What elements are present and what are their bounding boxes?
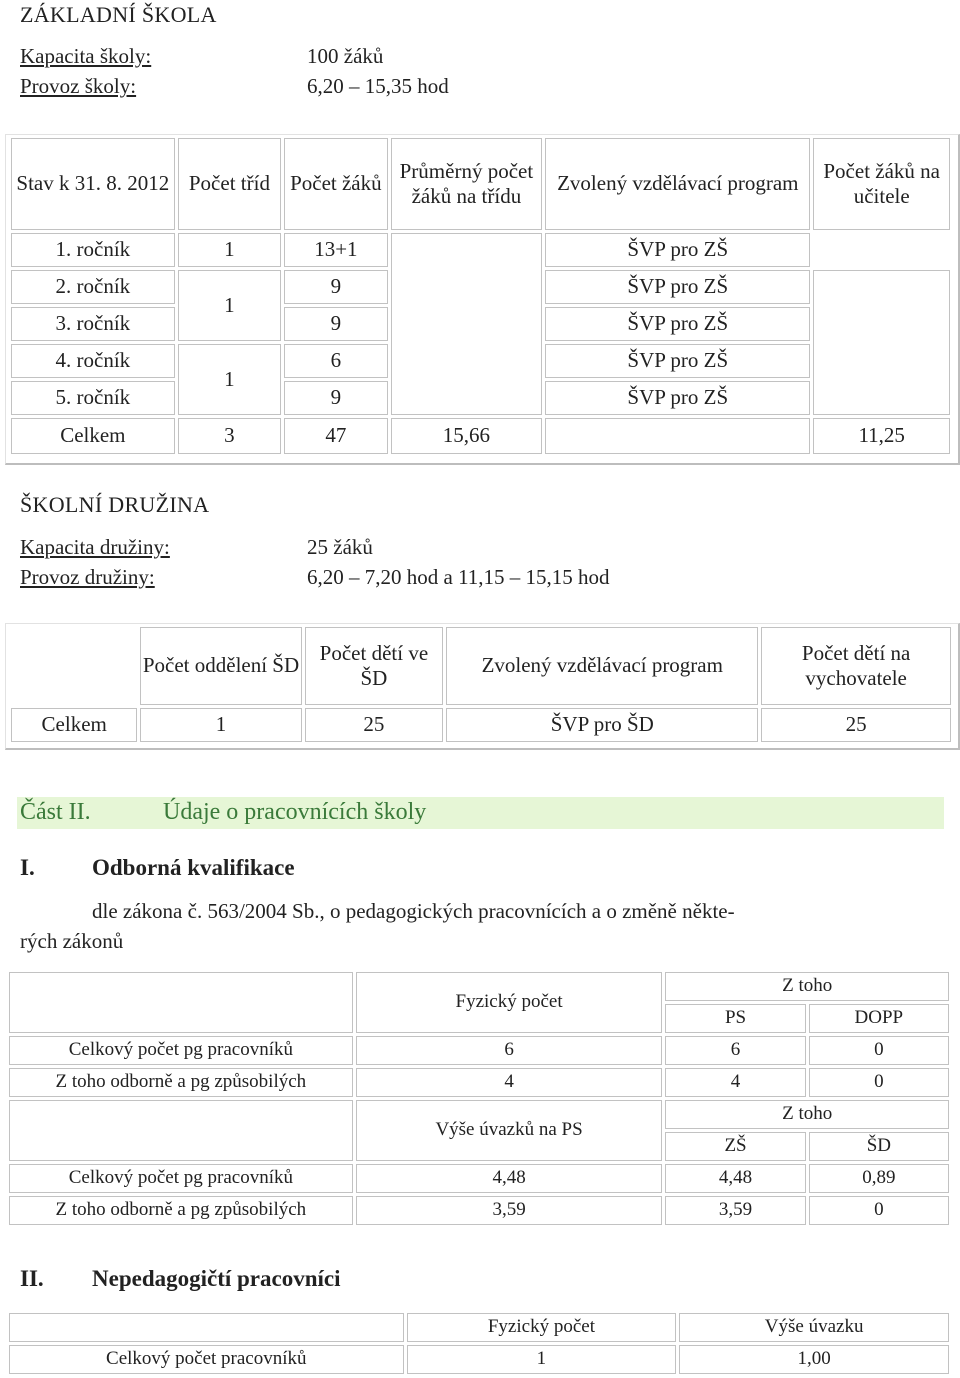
physical-count-cell: 4 xyxy=(356,1068,663,1097)
header-empty-cell xyxy=(11,627,137,705)
grade-cell: 5. ročník xyxy=(11,381,175,415)
header-classes: Počet tříd xyxy=(178,138,281,230)
average-empty-cell xyxy=(391,233,543,415)
row-label: Z toho odborně a pg způsobilých xyxy=(9,1196,353,1225)
nonped-header-row xyxy=(9,1313,949,1342)
school-table-header xyxy=(11,138,950,230)
club-title: ŠKOLNÍ DRUŽINA xyxy=(20,492,210,517)
dopp-cell: 0 xyxy=(809,1068,949,1097)
of-which-header: Z toho xyxy=(665,972,949,1001)
total-label: Celkem xyxy=(11,418,175,454)
part-title: Údaje o pracovnících školy xyxy=(163,799,427,825)
club-hours-value: 6,20 – 7,20 hod a 11,15 – 15,15 hod xyxy=(307,565,610,589)
school-capacity-label: Kapacita školy: xyxy=(20,44,152,68)
grade-cell: 1. ročník xyxy=(11,233,175,267)
pupils-cell: 13+1 xyxy=(284,233,387,267)
header-pupils: Počet žáků xyxy=(284,138,387,230)
table-row xyxy=(9,1196,949,1225)
club-capacity-value: 25 žáků xyxy=(307,535,373,559)
classes-cell: 1 xyxy=(178,233,281,267)
row-label: Celkový počet pracovníků xyxy=(9,1345,404,1374)
qualification-text-line1: dle zákona č. 563/2004 Sb., o pedagogických pracovnících a o změně někte- xyxy=(92,899,735,923)
program-cell: ŠVP pro ZŠ xyxy=(545,344,810,378)
load-empty-cell xyxy=(9,1100,353,1161)
sd-cell: 0 xyxy=(809,1196,949,1225)
zs-cell: 4,48 xyxy=(665,1164,805,1193)
header-departments: Počet oddělení ŠD xyxy=(140,627,301,705)
classes-cell: 1 xyxy=(178,344,281,415)
dopp-cell: 0 xyxy=(809,1036,949,1065)
total-row xyxy=(11,418,950,454)
pupils-cell: 9 xyxy=(284,270,387,304)
qualification-number: I. xyxy=(20,855,35,880)
table-row xyxy=(9,1068,949,1097)
load-cell: 4,48 xyxy=(356,1164,663,1193)
physical-count-header: Fyzický počet xyxy=(356,972,663,1033)
sd-header: ŠD xyxy=(809,1132,949,1161)
load-header: Výše úvazku xyxy=(679,1313,949,1342)
per-teacher-empty-cell xyxy=(813,270,950,415)
total-departments: 1 xyxy=(140,708,301,742)
row-label: Celkový počet pg pracovníků xyxy=(9,1036,353,1065)
header-program: Zvolený vzdělávací program xyxy=(545,138,810,230)
staff-table xyxy=(6,969,952,1228)
school-table xyxy=(8,135,953,457)
load-header-row xyxy=(9,1100,949,1129)
zs-cell: 3,59 xyxy=(665,1196,805,1225)
total-label: Celkem xyxy=(11,708,137,742)
grade-cell: 3. ročník xyxy=(11,307,175,341)
header-average: Průměrný počet žáků na třídu xyxy=(391,138,543,230)
load-of-which-header: Z toho xyxy=(665,1100,949,1129)
pupils-cell: 6 xyxy=(284,344,387,378)
total-row xyxy=(11,708,951,742)
header-empty-cell xyxy=(9,972,353,1033)
nonped-number: II. xyxy=(20,1266,44,1291)
header-per-educator: Počet dětí na vychovatele xyxy=(761,627,951,705)
total-average: 15,66 xyxy=(391,418,543,454)
school-capacity-value: 100 žáků xyxy=(307,44,384,68)
section-band xyxy=(17,797,944,829)
ps-cell: 6 xyxy=(665,1036,805,1065)
physical-count-cell: 1 xyxy=(407,1345,677,1374)
total-pupils: 47 xyxy=(284,418,387,454)
part-number: Část II. xyxy=(20,799,91,825)
load-cell: 3,59 xyxy=(356,1196,663,1225)
table-row xyxy=(9,1345,949,1374)
header-children: Počet dětí ve ŠD xyxy=(305,627,444,705)
qualification-text-line2: rých zákonů xyxy=(20,929,124,953)
grade-cell: 4. ročník xyxy=(11,344,175,378)
table-row xyxy=(9,1164,949,1193)
club-capacity-label: Kapacita družiny: xyxy=(20,535,170,559)
grade-cell: 2. ročník xyxy=(11,270,175,304)
physical-count-header: Fyzický počet xyxy=(407,1313,677,1342)
total-classes: 3 xyxy=(178,418,281,454)
row-label: Celkový počet pg pracovníků xyxy=(9,1164,353,1193)
program-cell: ŠVP pro ZŠ xyxy=(545,307,810,341)
staff-header-row xyxy=(9,972,949,1001)
sd-cell: 0,89 xyxy=(809,1164,949,1193)
total-children: 25 xyxy=(305,708,444,742)
table-row xyxy=(9,1036,949,1065)
header-state: Stav k 31. 8. 2012 xyxy=(11,138,175,230)
total-program-empty xyxy=(545,418,810,454)
school-hours-label: Provoz školy: xyxy=(20,74,137,98)
pupils-cell: 9 xyxy=(284,307,387,341)
total-per-educator: 25 xyxy=(761,708,951,742)
ps-header: PS xyxy=(665,1004,805,1033)
table-row xyxy=(11,233,950,267)
club-hours-label: Provoz družiny: xyxy=(20,565,155,589)
pupils-cell: 9 xyxy=(284,381,387,415)
club-table-header xyxy=(11,627,951,705)
zs-header: ZŠ xyxy=(665,1132,805,1161)
ps-cell: 4 xyxy=(665,1068,805,1097)
header-per-teacher: Počet žáků na učitele xyxy=(813,138,950,230)
classes-cell: 1 xyxy=(178,270,281,341)
physical-count-cell: 6 xyxy=(356,1036,663,1065)
row-label: Z toho odborně a pg způsobilých xyxy=(9,1068,353,1097)
school-hours-value: 6,20 – 15,35 hod xyxy=(307,74,449,98)
program-cell: ŠVP pro ZŠ xyxy=(545,233,810,267)
per-teacher-empty-cell xyxy=(813,233,950,267)
load-header: Výše úvazků na PS xyxy=(356,1100,663,1161)
header-empty-cell xyxy=(9,1313,404,1342)
dopp-header: DOPP xyxy=(809,1004,949,1033)
total-per-teacher: 11,25 xyxy=(813,418,950,454)
club-table xyxy=(8,624,954,745)
total-program: ŠVP pro ŠD xyxy=(446,708,758,742)
load-cell: 1,00 xyxy=(679,1345,949,1374)
program-cell: ŠVP pro ZŠ xyxy=(545,270,810,304)
qualification-title: Odborná kvalifikace xyxy=(92,855,295,880)
program-cell: ŠVP pro ZŠ xyxy=(545,381,810,415)
header-program: Zvolený vzdělávací program xyxy=(446,627,758,705)
school-title: ZÁKLADNÍ ŠKOLA xyxy=(20,2,217,27)
nonped-title: Nepedagogičtí pracovníci xyxy=(92,1266,341,1291)
nonped-table xyxy=(6,1310,952,1377)
